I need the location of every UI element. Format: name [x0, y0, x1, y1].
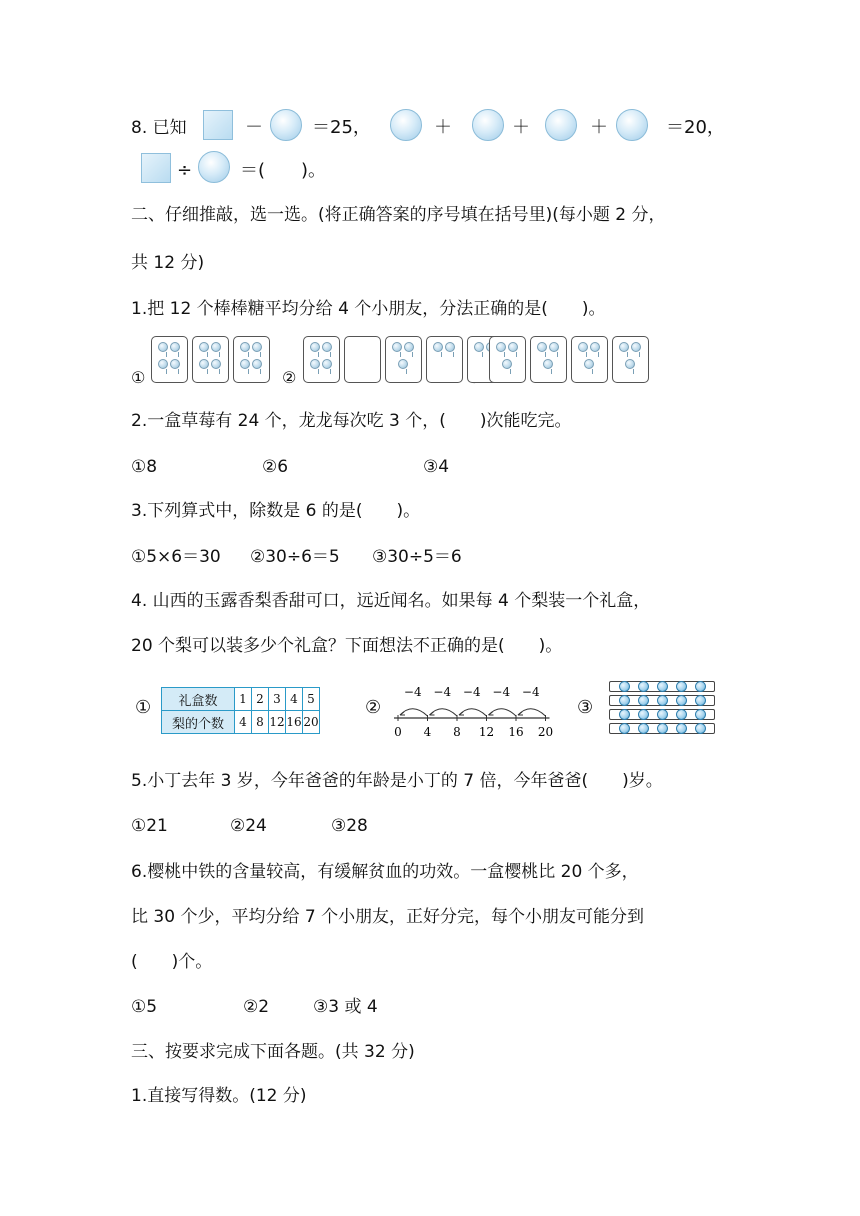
lollipop-stick	[633, 369, 634, 374]
q8-tail: ＝( )。	[240, 160, 327, 181]
lollipop-box	[151, 336, 188, 383]
table-cell: 8	[252, 711, 269, 734]
lollipop-box	[489, 336, 526, 383]
jump-label: −4	[462, 685, 481, 699]
lollipop-box	[530, 336, 567, 383]
lollipop-icon	[543, 359, 553, 369]
ball-icon	[676, 709, 687, 720]
table-cell: 2	[252, 688, 269, 711]
lollipop-stick	[639, 352, 640, 357]
lollipop-box	[385, 336, 422, 383]
box-count-table	[161, 687, 320, 734]
lollipop-icon	[252, 359, 262, 369]
lollipop-stick	[557, 352, 558, 357]
q2-option-2[interactable]: ②6	[262, 457, 289, 477]
q5-option-3[interactable]: ③28	[331, 816, 368, 836]
lollipop-box	[233, 336, 270, 383]
q3-text: 3.下列算式中，除数是 6 的是( )。	[131, 501, 421, 521]
q6-text-cont: 比 30 个少，平均分给 7 个小朋友，正好分完，每个小朋友可能分到	[131, 907, 645, 927]
q5-option-1[interactable]: ①21	[131, 816, 168, 836]
lollipop-stick	[482, 352, 483, 357]
lollipop-stick	[510, 369, 511, 374]
lollipop-icon	[625, 359, 635, 369]
lollipop-stick	[260, 352, 261, 357]
q6-option-2[interactable]: ②2	[243, 997, 270, 1017]
circle-shape	[198, 151, 230, 183]
lollipop-box	[192, 336, 229, 383]
square-shape	[203, 110, 233, 140]
lollipop-icon	[240, 359, 250, 369]
table-cell: 16	[286, 711, 303, 734]
number-line-tick-label: 4	[423, 725, 432, 739]
circle-shape	[390, 109, 422, 141]
square-shape	[141, 153, 171, 183]
lollipop-icon	[322, 359, 332, 369]
jump-label: −4	[521, 685, 540, 699]
q4-text: 4. 山西的玉露香梨香甜可口，远近闻名。如果每 4 个梨装一个礼盒，	[131, 591, 651, 611]
circle-shape	[472, 109, 504, 141]
lollipop-stick	[545, 352, 546, 357]
section2-heading: 二、仔细推敲，选一选。(将正确答案的序号填在括号里)(每小题 2 分，	[131, 205, 666, 225]
lollipop-icon	[502, 359, 512, 369]
lollipop-box	[303, 336, 340, 383]
table-cell: 20	[303, 711, 320, 734]
lollipop-stick	[586, 352, 587, 357]
lollipop-icon	[549, 342, 559, 352]
q8-plus: ＋	[512, 117, 530, 138]
lollipop-icon	[404, 342, 414, 352]
table-row-label: 礼盒数	[162, 688, 235, 711]
section2-heading-cont: 共 12 分)	[131, 253, 205, 273]
lollipop-stick	[178, 352, 179, 357]
circle-shape	[616, 109, 648, 141]
lollipop-icon	[158, 359, 168, 369]
table-cell: 4	[235, 711, 252, 734]
lollipop-icon	[590, 342, 600, 352]
ball-rack	[609, 681, 715, 692]
lollipop-stick	[406, 369, 407, 374]
ball-icon	[657, 709, 668, 720]
lollipop-stick	[248, 369, 249, 374]
circle-shape	[270, 109, 302, 141]
lollipop-stick	[248, 352, 249, 357]
lollipop-icon	[474, 342, 484, 352]
lollipop-icon	[211, 359, 221, 369]
q8-plus: ＋	[434, 117, 452, 138]
lollipop-stick	[598, 352, 599, 357]
lollipop-stick	[219, 352, 220, 357]
number-line-tick-label: 12	[478, 725, 495, 739]
number-line-tick-label: 0	[394, 725, 402, 739]
ball-icon	[619, 723, 630, 734]
lollipop-stick	[318, 352, 319, 357]
ball-icon	[657, 681, 668, 692]
lollipop-stick	[516, 352, 517, 357]
lollipop-icon	[199, 359, 209, 369]
q8-plus: ＋	[590, 117, 608, 138]
ball-icon	[638, 709, 649, 720]
q2-option-1[interactable]: ①8	[131, 457, 158, 477]
lollipop-stick	[330, 369, 331, 374]
q2-option-3[interactable]: ③4	[423, 457, 450, 477]
q8-div: ÷	[177, 160, 193, 181]
circle-shape	[545, 109, 577, 141]
lollipop-icon	[240, 342, 250, 352]
lollipop-stick	[166, 352, 167, 357]
lollipop-stick	[551, 369, 552, 374]
lollipop-icon	[211, 342, 221, 352]
lollipop-icon	[578, 342, 588, 352]
lollipop-icon	[433, 342, 443, 352]
ball-icon	[695, 695, 706, 706]
q4-text-cont: 20 个梨可以装多少个礼盒？下面想法不正确的是( )。	[131, 636, 563, 656]
lollipop-stick	[166, 369, 167, 374]
table-cell: 1	[235, 688, 252, 711]
lollipop-stick	[592, 369, 593, 374]
q6-text: 6.樱桃中铁的含量较高，有缓解贫血的功效。一盒樱桃比 20 个多，	[131, 862, 639, 882]
number-line-tick-label: 8	[453, 725, 461, 739]
jump-label: −4	[492, 685, 511, 699]
lollipop-icon	[170, 342, 180, 352]
option-marker: ②	[365, 697, 382, 718]
q5-text: 5.小丁去年 3 岁，今年爸爸的年龄是小丁的 7 倍，今年爸爸( )岁。	[131, 771, 663, 791]
lollipop-icon	[631, 342, 641, 352]
lollipop-stick	[412, 352, 413, 357]
q8-eq2: ＝20，	[666, 117, 725, 138]
q3-option-2[interactable]: ②30÷6＝5	[250, 547, 340, 567]
lollipop-icon	[584, 359, 594, 369]
lollipop-icon	[537, 342, 547, 352]
lollipop-box	[344, 336, 381, 383]
section3-q1: 1.直接写得数。(12 分)	[131, 1086, 307, 1106]
number-line-tick-label: 16	[508, 725, 524, 739]
lollipop-box	[612, 336, 649, 383]
lollipop-icon	[158, 342, 168, 352]
option-marker: ①	[131, 368, 146, 387]
jump-label: −4	[433, 685, 452, 699]
q3-option-3[interactable]: ③30÷5＝6	[372, 547, 462, 567]
lollipop-box	[571, 336, 608, 383]
q2-text: 2.一盒草莓有 24 个，龙龙每次吃 3 个，( )次能吃完。	[131, 411, 572, 431]
table-cell: 12	[269, 711, 286, 734]
ball-icon	[676, 723, 687, 734]
ball-icon	[619, 681, 630, 692]
q3-option-1[interactable]: ①5×6＝30	[131, 547, 221, 567]
lollipop-icon	[322, 342, 332, 352]
ball-icon	[695, 723, 706, 734]
ball-rack	[609, 695, 715, 706]
option-marker: ①	[135, 697, 152, 718]
option-marker: ③	[577, 697, 594, 718]
lollipop-icon	[199, 342, 209, 352]
q5-option-2[interactable]: ②24	[230, 816, 267, 836]
lollipop-stick	[400, 352, 401, 357]
lollipop-stick	[318, 369, 319, 374]
ball-icon	[638, 681, 649, 692]
lollipop-icon	[496, 342, 506, 352]
lollipop-icon	[170, 359, 180, 369]
lollipop-icon	[252, 342, 262, 352]
ball-rack	[609, 723, 715, 734]
section3-heading: 三、按要求完成下面各题。(共 32 分)	[131, 1042, 415, 1062]
q8-prefix: 8. 已知	[131, 118, 187, 138]
lollipop-stick	[207, 369, 208, 374]
lollipop-stick	[178, 369, 179, 374]
ball-rack	[609, 709, 715, 720]
ball-icon	[657, 723, 668, 734]
lollipop-stick	[453, 352, 454, 357]
q1-text: 1.把 12 个棒棒糖平均分给 4 个小朋友，分法正确的是( )。	[131, 299, 606, 319]
table-cell: 5	[303, 688, 320, 711]
lollipop-stick	[504, 352, 505, 357]
ball-icon	[695, 709, 706, 720]
q6-text-cont: ( )个。	[131, 952, 213, 972]
option-marker: ②	[282, 368, 297, 387]
table-row-label: 梨的个数	[162, 711, 235, 734]
number-line	[388, 684, 568, 740]
lollipop-stick	[627, 352, 628, 357]
lollipop-icon	[508, 342, 518, 352]
ball-icon	[676, 695, 687, 706]
ball-icon	[638, 695, 649, 706]
jump-label: −4	[403, 685, 422, 699]
lollipop-stick	[219, 369, 220, 374]
table-cell: 3	[269, 688, 286, 711]
lollipop-box	[426, 336, 463, 383]
lollipop-stick	[330, 352, 331, 357]
lollipop-icon	[445, 342, 455, 352]
lollipop-stick	[441, 352, 442, 357]
ball-icon	[638, 723, 649, 734]
lollipop-icon	[398, 359, 408, 369]
lollipop-icon	[619, 342, 629, 352]
q8-eq1: ＝25，	[312, 117, 371, 138]
ball-icon	[619, 695, 630, 706]
lollipop-stick	[260, 369, 261, 374]
lollipop-stick	[207, 352, 208, 357]
lollipop-icon	[310, 359, 320, 369]
ball-icon	[619, 709, 630, 720]
lollipop-icon	[310, 342, 320, 352]
ball-icon	[676, 681, 687, 692]
ball-icon	[695, 681, 706, 692]
q6-option-3[interactable]: ③3 或 4	[313, 997, 378, 1017]
number-line-tick-label: 20	[537, 725, 554, 739]
lollipop-icon	[392, 342, 402, 352]
q8-minus: －	[245, 117, 263, 138]
table-cell: 4	[286, 688, 303, 711]
ball-icon	[657, 695, 668, 706]
q6-option-1[interactable]: ①5	[131, 997, 158, 1017]
